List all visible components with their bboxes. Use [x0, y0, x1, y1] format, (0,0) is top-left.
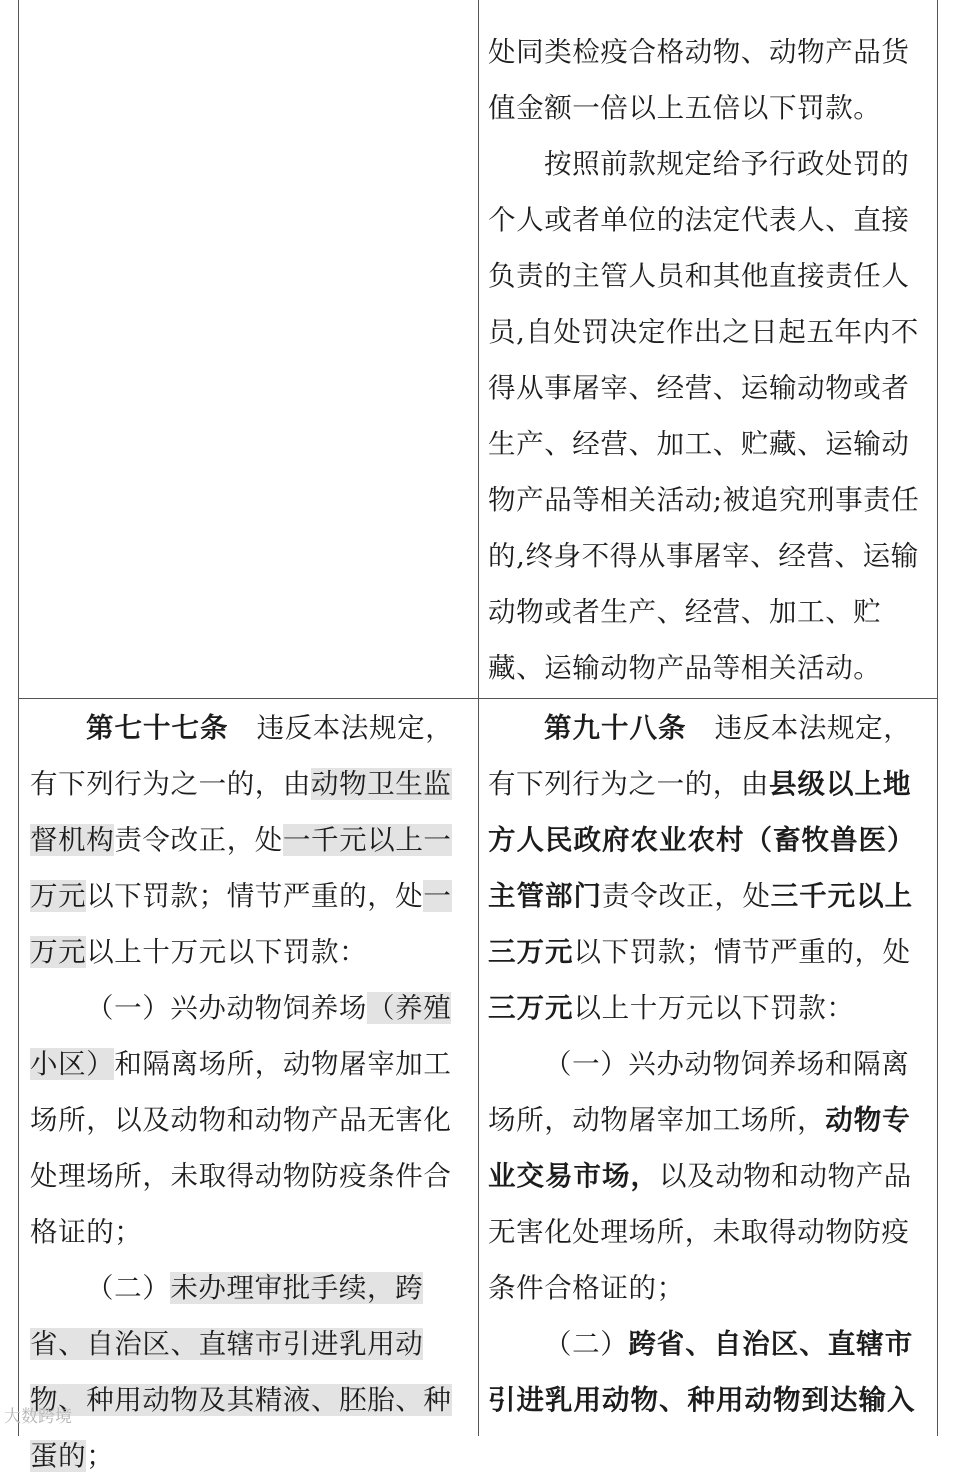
table-border-right [937, 0, 938, 1436]
article-77-severe-fine: 一万元 [30, 880, 452, 968]
article-77-fine-range: 一千元以上一万元 [30, 824, 452, 912]
article-77-item-2-highlight: 未办理审批手续，跨省、自治区、直辖市引进乳用动物、种用动物及其精液、胚胎、种蛋的 [30, 1272, 452, 1472]
article-98-authority: 县级以上地方人民政府农业农村（畜牧兽医）主管部门 [488, 768, 916, 912]
article-77-item-2 [30, 1260, 470, 1484]
article-98-fine-range: 三千元以上三万元 [488, 880, 914, 968]
article-77-item-2-end: ； [86, 1440, 115, 1472]
article-77-item-1-lead: （一）兴办动物饲养场 [86, 992, 367, 1024]
paragraph-ban-from-activities: 按照前款规定给予行政处罚的个人或者单位的法定代表人、直接负责的主管人员和其他直接责任人员,自处罚决定作出之日起五年内不得从事屠宰、经营、运输动物或者生产、经营、加工、贮藏、运输动物产品等相关活动;被追究刑事责任的,终身不得从事屠宰、经营、运输动物或者生产、经营、加工、贮藏、运输动物产品等相关活动。 [488, 148, 920, 684]
article-98-item-2 [488, 1316, 930, 1428]
article-98-order-text: 责令改正，处 [602, 880, 771, 912]
article-77-authority: 动物卫生监督机构 [30, 768, 452, 856]
article-98-item-1-bold: 动物专业交易市场， [488, 1104, 911, 1192]
article-77-severe-upper: 以上十万元以下罚款： [86, 936, 368, 968]
article-77-title: 第七十七条 [86, 712, 229, 744]
article-98-severe-text: 以下罚款；情节严重的，处 [573, 936, 911, 968]
paragraph-fine-continuation: 处同类检疫合格动物、动物产品货值金额一倍以上五倍以下罚款。 [488, 36, 910, 124]
article-77-item-1-highlight: （养殖小区） [30, 992, 452, 1080]
row-divider [18, 698, 938, 699]
article-98-item-2-bold: 跨省、自治区、直辖市引进乳用动物、种用动物到达输入 [488, 1328, 916, 1416]
article-77-item-1-rest: 和隔离场所，动物屠宰加工场所，以及动物和动物产品无害化处理场所，未取得动物防疫条件合格证的； [30, 1048, 452, 1248]
article-98-intro [488, 700, 930, 1036]
article-98-item-2-num: （二） [544, 1328, 629, 1360]
old-law-penalty-continuation-cell [488, 24, 930, 696]
article-77-item-1 [30, 980, 470, 1260]
article-77-intro-text: 违反本法规定，有下列行为之一的，由 [30, 712, 454, 800]
article-98-item-1 [488, 1036, 930, 1316]
article-98-severe-upper: 以上十万元以下罚款： [573, 992, 855, 1024]
article-98-item-1-rest: 以及动物和动物产品无害化处理场所，未取得动物防疫条件合格证的； [488, 1160, 912, 1304]
article-77-severe-text: 以下罚款；情节严重的，处 [86, 880, 424, 912]
table-divider-middle [478, 0, 479, 1436]
comparison-table [18, 0, 938, 1472]
watermark: 大数跨境 [4, 1407, 72, 1427]
new-law-article-98-cell [488, 700, 930, 1428]
table-border-left [18, 0, 19, 1436]
article-77-order-text: 责令改正，处 [114, 824, 283, 856]
article-98-severe-fine: 三万元 [488, 992, 574, 1024]
article-98-title: 第九十八条 [544, 712, 687, 744]
article-77-item-2-num: （二） [86, 1272, 171, 1304]
article-98-item-1-lead: （一）兴办动物饲养场和隔离场所，动物屠宰加工场所， [488, 1048, 910, 1136]
article-98-intro-text: 违反本法规定，有下列行为之一的，由 [488, 712, 912, 800]
old-law-article-77-cell [30, 700, 470, 1484]
article-77-intro [30, 700, 470, 980]
